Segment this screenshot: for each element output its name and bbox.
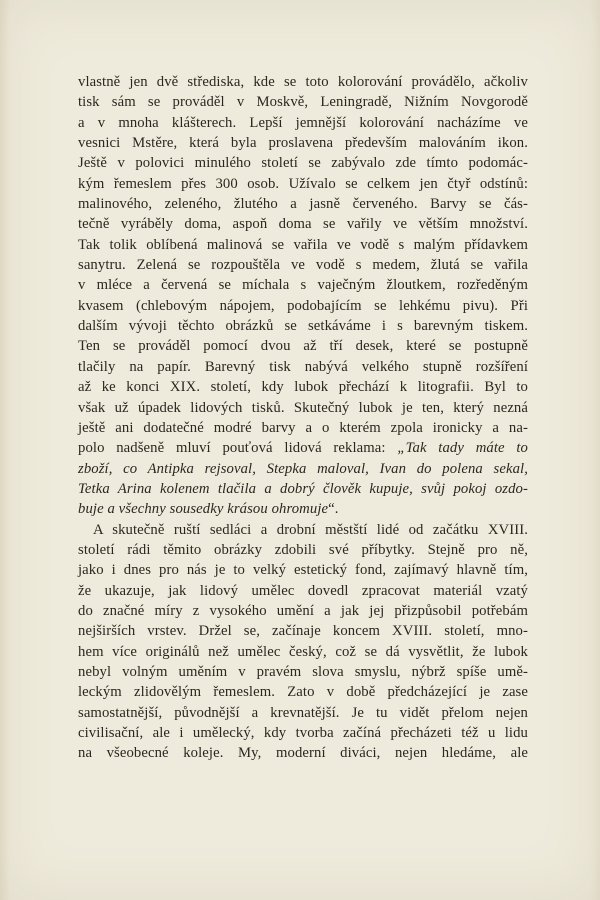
body-text: samostatnější, původnější a krevnatější. Je tu vidět přelom nejen [78,704,528,721]
body-text: Tak tolik oblíbená malinová se vařila ve vodě s malým přídavkem [78,236,528,253]
body-text: kým řemeslem přes 300 osob. Užívalo se celkem jen čtyř odstínů: [78,175,528,192]
text-line [78,499,528,519]
body-text: A skutečně ruští sedláci a drobní městští lidé od začátku XVIII. [93,521,528,538]
body-text: že ukazuje, jak lidový umělec dovedl zpracovat materiál vzatý [78,582,528,599]
text-line [78,642,528,662]
body-text: civilisační, ale i umělecký, kdy tvorba začíná přecházeti též u lidu [78,725,528,741]
text-line [78,581,528,601]
text-line [78,520,528,540]
body-text: hem více originálů než umělec český, což se dá vysvětlit, že lubok [78,643,528,660]
text-line [78,438,528,458]
body-text: na všeobecné koleje. My, moderní diváci, nejen hledáme, ale [78,745,528,762]
text-line [78,72,528,92]
text-line [78,479,528,499]
quote-italic-text: zboží, co Antipka rejsoval, Stepka maloval, Ivan do polena sekal, [78,460,528,477]
body-text: leckým zlidovělým řemeslem. Zato v době předcházející je zase [78,684,528,701]
text-line [78,214,528,234]
quote-italic-text: „Tak tady máte to [397,440,529,457]
body-text: vlastně jen dvě střediska, kde se toto kolorování provádělo, ačkoliv [78,74,528,90]
body-text: do značné míry z vysokého umění a jak jej přizpůsobil potřebám [78,602,528,619]
body-text: století rádi těmito obrázky zdobili své příbytky. Stejně pro ně, [78,541,528,558]
text-line [78,235,528,255]
text-line [78,377,528,397]
paragraph [78,72,528,520]
text-line [78,723,528,743]
body-text: kvasem (chlebovým nápojem, podobajícím se lehkému pivu). Při [78,297,528,314]
text-line [78,703,528,723]
text-line [78,601,528,621]
body-text: nejširších vrstev. Držel se, začínaje koncem XVIII. století, mno- [78,623,528,640]
body-text: a v mnoha klášterech. Lepší jemnější kolorování nacházíme ve [78,114,528,131]
body-text: Ten se prováděl pomocí dvou až tří desek, které se postupně [78,338,528,355]
body-text: tlačily na papír. Barevný tisk nabývá velkého stupně rozšíření [78,358,528,375]
body-text: polo nadšeně mluví pouťová lidová reklama: [78,440,398,457]
text-line [78,194,528,214]
text-line [78,398,528,418]
body-text: sanytru. Zelená se rozpouštěla ve vodě s medem, žlutá se vařila [78,257,528,274]
text-line [78,743,528,763]
text-line [78,92,528,112]
body-text: tisk sám se prováděl v Moskvě, Leningradě, Nižním Novgorodě [78,94,528,111]
quote-italic-text: buje a všechny sousedky krásou ohromuje [78,501,329,518]
body-text: v mléce a červená se míchala s vaječným žloutkem, rozředěným [78,277,528,294]
paragraph [78,520,528,764]
body-text: malinového, zeleného, žlutého a jasně červeného. Barvy se čás- [78,196,528,213]
body-text: Ještě v polovici minulého století se zabývalo zde tímto podomác- [78,155,528,172]
body-text: vesnici Mstěre, která byla proslavena především malováním ikon. [78,135,528,152]
body-text: “. [328,501,339,518]
text-line [78,133,528,153]
text-line [78,113,528,133]
body-text: dalším vývoji těchto obrázků se setkáváme i s barevným tiskem. [78,318,528,335]
text-line [78,316,528,336]
text-line [78,174,528,194]
text-line [78,682,528,702]
text-line [78,459,528,479]
text-line [78,336,528,356]
body-text: jako i dnes pro nás je to velký estetický fond, zajímavý hlavně tím, [78,562,528,579]
body-text: však už úpadek lidových tisků. Skutečný lubok je ten, který nezná [78,399,528,416]
text-line [78,418,528,438]
text-line [78,357,528,377]
body-text: nebyl volným uměním v pravém slova smyslu, nýbrž spíše umě- [78,663,528,680]
text-line [78,560,528,580]
text-line [78,296,528,316]
text-line [78,662,528,682]
page-text [78,72,528,764]
quote-italic-text: Tetka Arina kolenem tlačila a dobrý člověk kupuje, svůj pokoj ozdo- [78,480,528,497]
text-line [78,153,528,173]
body-text: až ke konci XIX. století, kdy lubok přechází k litografii. Byl to [78,379,528,396]
text-line [78,540,528,560]
text-line [78,255,528,275]
body-text: ještě ani dodatečné modré barvy a o kterém zpola ironicky a na- [78,419,528,436]
text-line [78,275,528,295]
text-line [78,621,528,641]
body-text: tečně vyráběly doma, aspoň doma se vařily ve větším množství. [78,216,528,233]
